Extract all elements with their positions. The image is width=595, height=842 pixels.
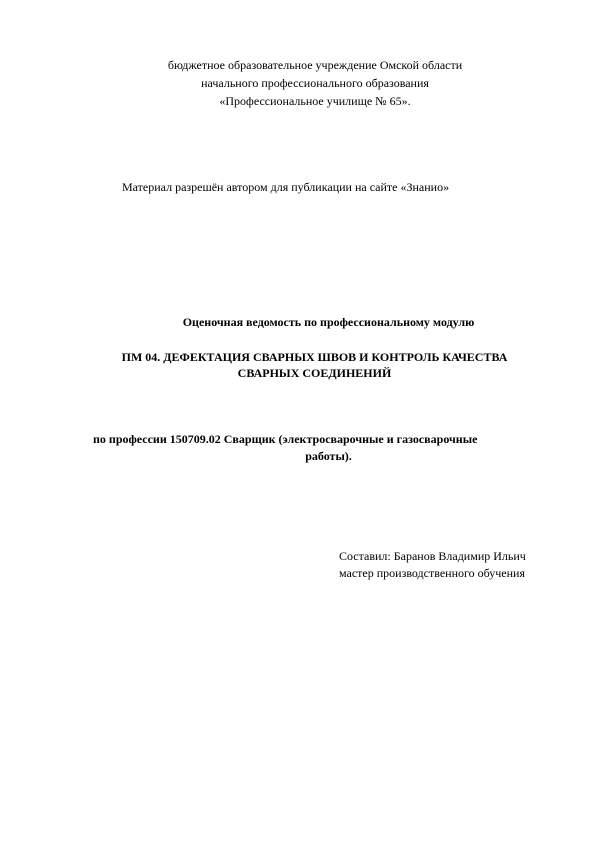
institution-line-1: бюджетное образовательное учреждение Омской области bbox=[167, 58, 463, 72]
profession-line-1: по профессии 150709.02 Сварщик (электросварочные и газосварочные bbox=[93, 432, 478, 446]
module-title-line-2: СВАРНЫХ СОЕДИНЕНИЙ bbox=[237, 366, 392, 380]
document-subtitle: Оценочная ведомость по профессиональному модулю bbox=[182, 315, 475, 329]
profession-line-2: работы). bbox=[305, 449, 352, 463]
institution-line-2: начального профессионального образования bbox=[201, 76, 429, 90]
author-position: мастер производственного обучения bbox=[339, 566, 525, 580]
module-title-line-1: ПМ 04. ДЕФЕКТАЦИЯ СВАРНЫХ ШВОВ И КОНТРОЛЬ КАЧЕСТВА bbox=[121, 350, 508, 364]
publication-permission: Материал разрешён автором для публикации на сайте «Знанио» bbox=[122, 180, 450, 194]
institution-line-3: «Профессиональное училище № 65». bbox=[219, 94, 411, 108]
author-name: Составил: Баранов Владимир Ильич bbox=[339, 549, 526, 563]
